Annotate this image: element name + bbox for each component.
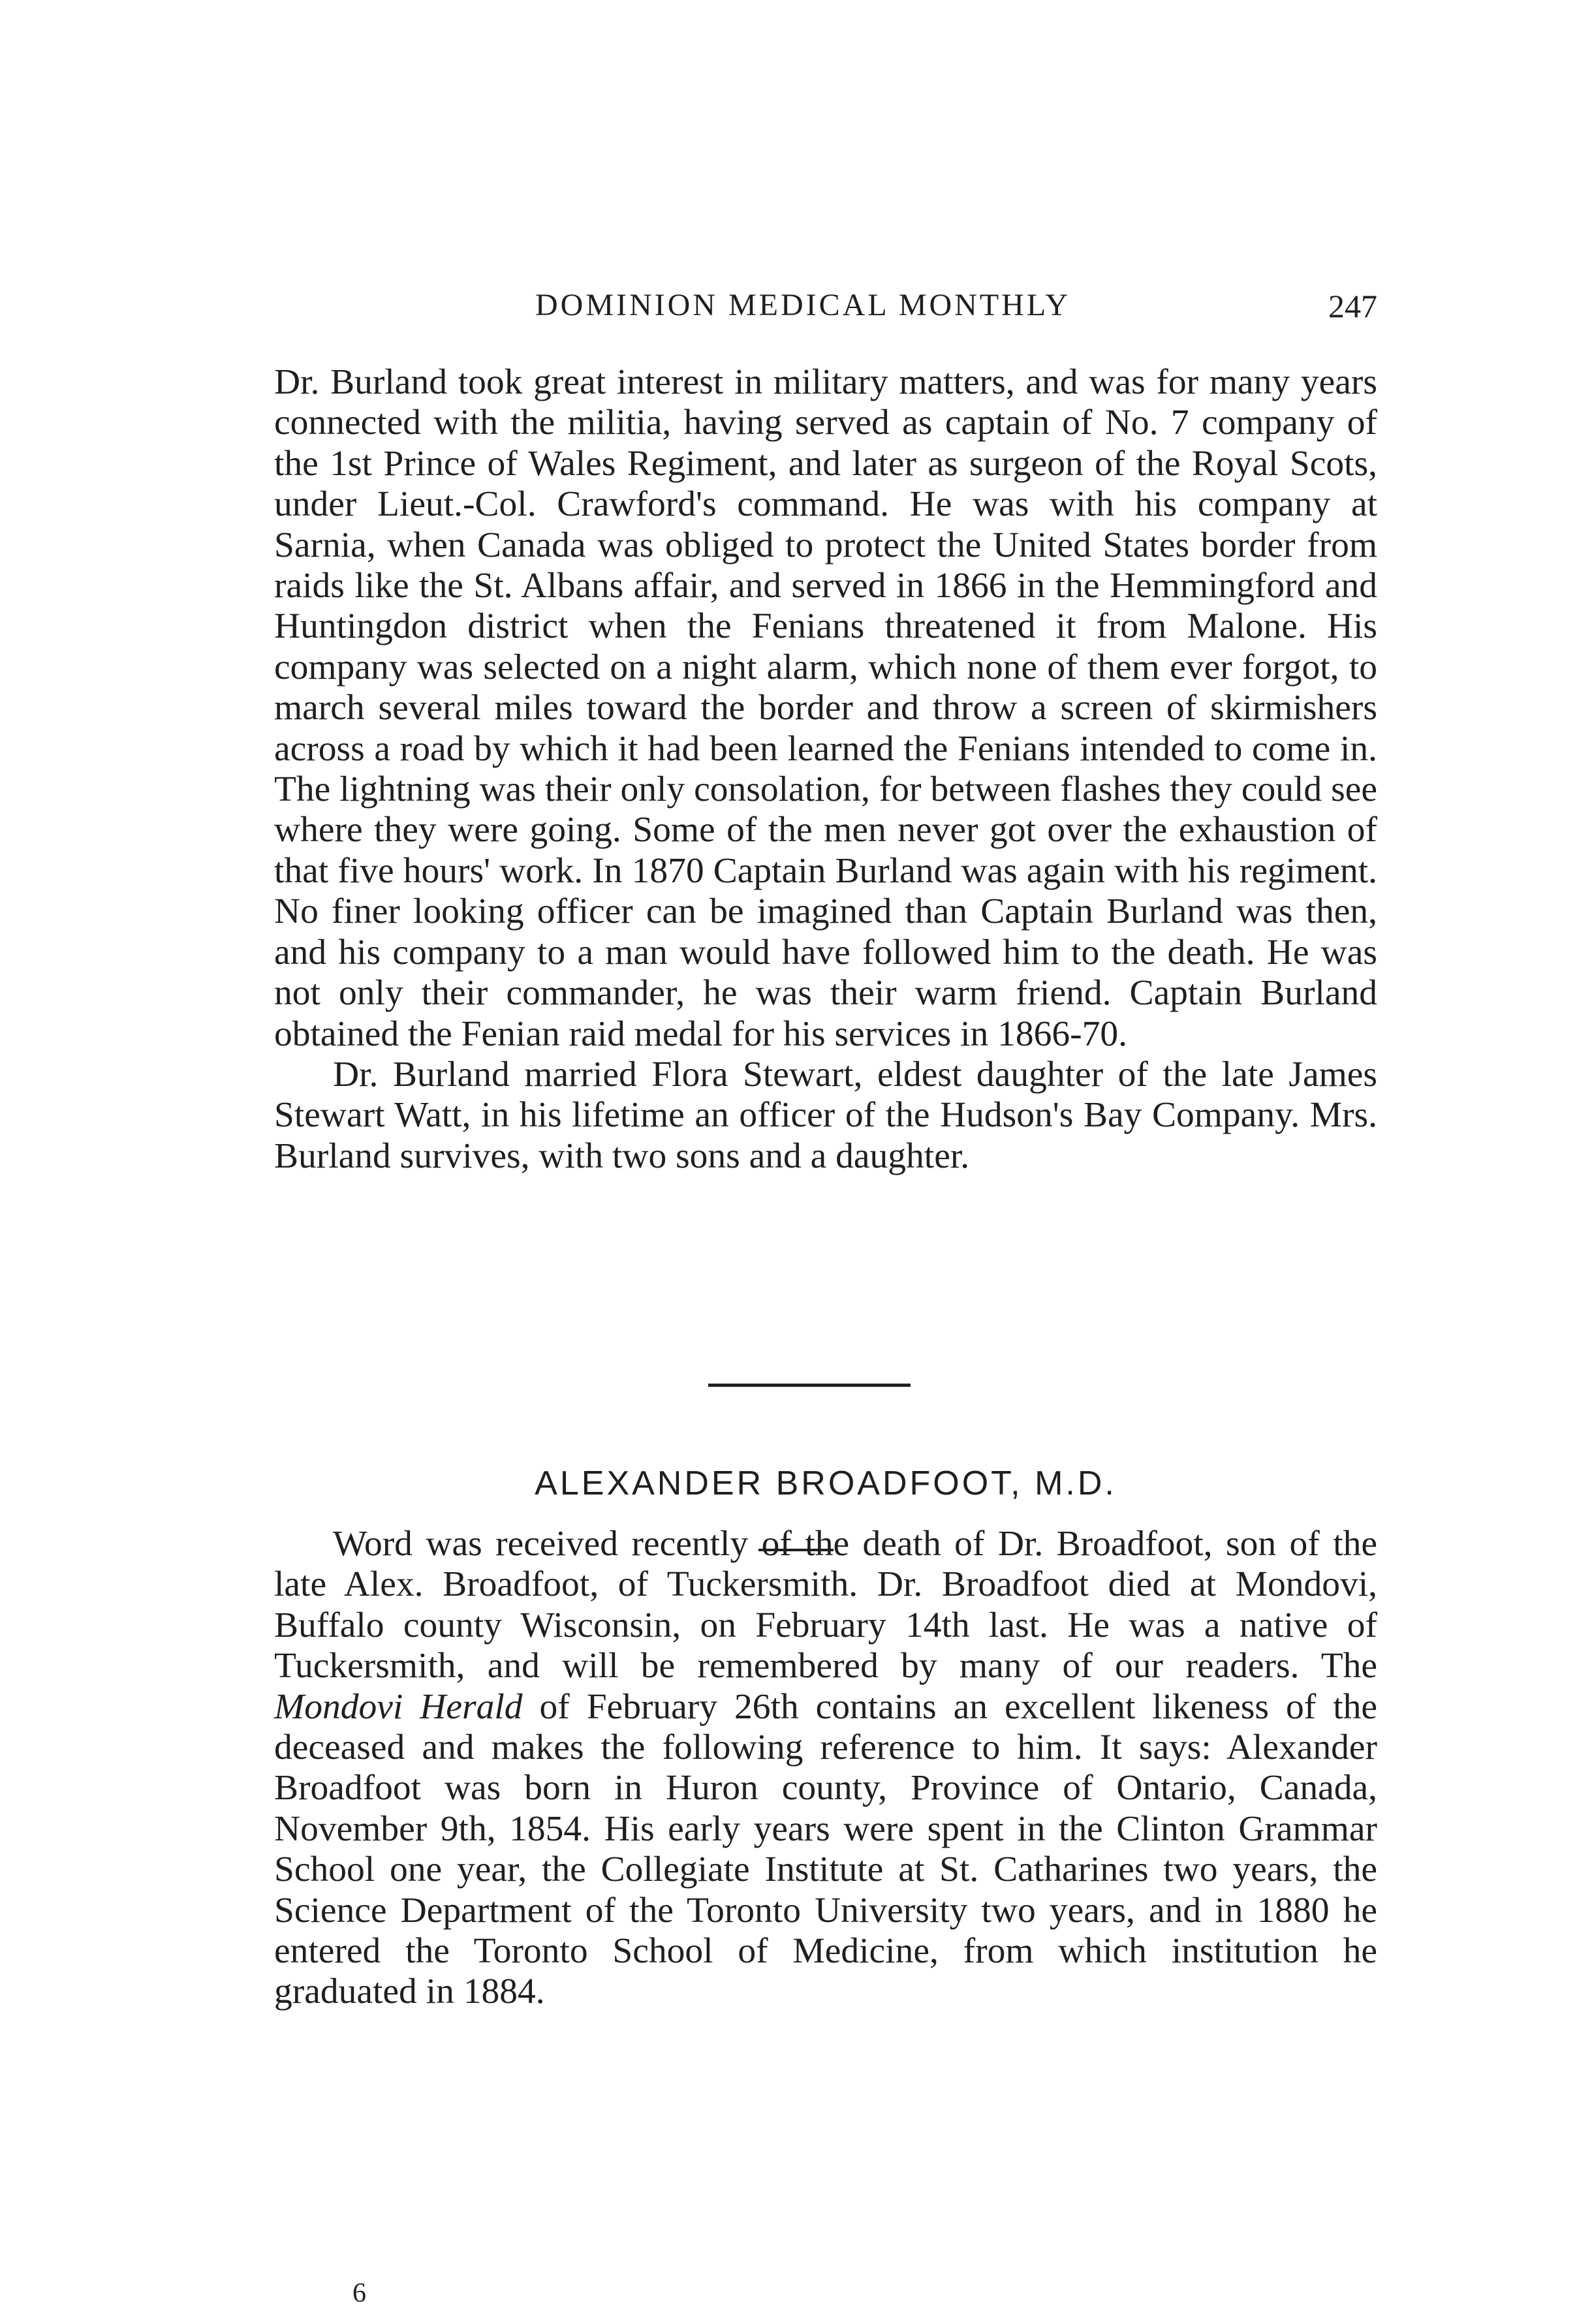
journal-title: DOMINION MEDICAL MONTHLY <box>535 288 1070 322</box>
signature-mark: 6 <box>352 2278 366 2308</box>
broadfoot-article <box>274 1524 1377 2013</box>
page-number: 247 <box>1328 288 1377 324</box>
running-header <box>274 287 1377 333</box>
burland-article-continuation <box>274 362 1377 1177</box>
paragraph-text-start: Word was received recently of the death of Dr. Broadfoot, son of the late Alex. Broadfoot, of Tuckersmith. Dr. Broadfoot died at Mondovi, Buffalo county Wisconsin, on February 14th last. He was a native of Tuckersmith, and will be remembered by many of our readers. The <box>274 1524 1377 1686</box>
paragraph-text-end: of February 26th contains an excellent likeness of the deceased and makes the following reference to him. It says: Alexander Broadfoot was born in Huron county, Province of Ontario, Canada, November 9th, 1854. His early years were spent in the Clinton Grammar School one year, the Collegiate Institute at St. Catharines two years, the Science Department of the Toronto University two years, and in 1880 he entered the Toronto School of Medicine, from which institution he graduated in 1884. <box>274 1686 1377 2012</box>
paragraph-broadfoot-obituary <box>274 1524 1377 2013</box>
obituary-heading: ALEXANDER BROADFOOT, M.D. <box>535 1464 1117 1502</box>
section-divider-rule <box>708 1384 911 1387</box>
paragraph-military-service: Dr. Burland took great interest in military matters, and was for many years connected with the militia, having served as captain of No. 7 company of the 1st Prince of Wales Regiment, and later as surgeon of the Royal Scots, under Lieut.-Col. Crawford's command. He was with his company at Sarnia, when Canada was obliged to protect the United States border from raids like the St. Albans affair, and served in 1866 in the Hemmingford and Huntingdon district when the Fenians threatened it from Malone. His company was selected on a night alarm, which none of them ever forgot, to march several miles toward the border and throw a screen of skirmishers across a road by which it had been learned the Fenians intended to come in. The lightning was their only consolation, for between flashes they could see where they were going. Some of the men never got over the exhaustion of that five hours' work. In 1870 Captain Burland was again with his regiment. No finer looking officer can be imagined than Captain Burland was then, and his company to a man would have followed him to the death. He was not only their commander, he was their warm friend. Captain Burland obtained the Fenian raid medal for his services in 1866-70. <box>274 362 1377 1054</box>
newspaper-name: Mondovi Herald <box>274 1686 523 1727</box>
paragraph-family: Dr. Burland married Flora Stewart, eldest daughter of the late James Stewart Watt, in his lifetime an officer of the Hudson's Bay Company. Mrs. Burland survives, with two sons and a daughter. <box>274 1054 1377 1176</box>
